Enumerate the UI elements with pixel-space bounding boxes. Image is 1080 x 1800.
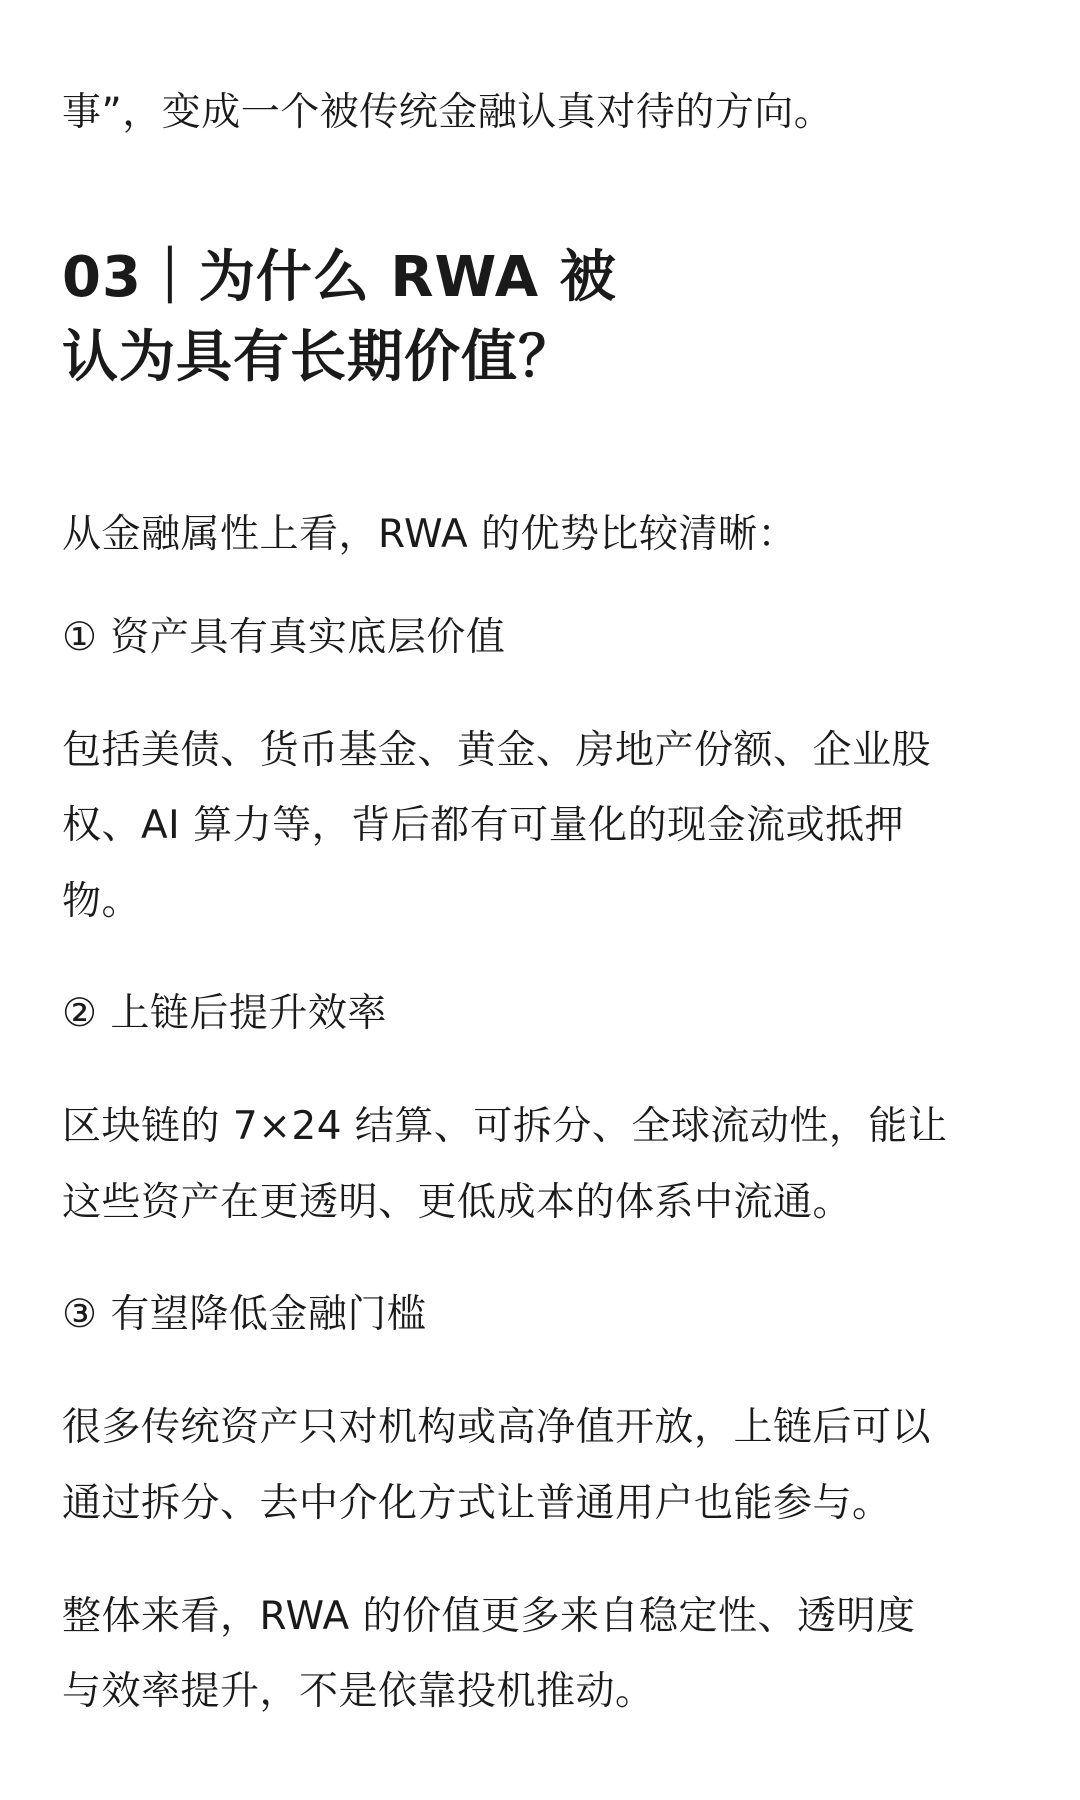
point-1-body-line-1: 包括美债、货币基金、黄金、房地产份额、企业股 — [62, 728, 932, 773]
conclusion-line-1: 整体来看，RWA 的价值更多来自稳定性、透明度 — [62, 1594, 916, 1639]
point-1-body-line-2: 权、AI 算力等，背后都有可量化的现金流或抵押 — [62, 803, 905, 848]
point-2-body-line-1: 区块链的 7×24 结算、可拆分、全球流动性，能让 — [62, 1104, 948, 1149]
point-1-body-line-3: 物。 — [62, 879, 142, 924]
point-3-body-line-2: 通过拆分、去中介化方式让普通用户也能参与。 — [62, 1481, 892, 1526]
point-1-title: ① 资产具有真实底层价值 — [62, 615, 506, 660]
section-heading-line-2: 认为具有长期价值？ — [62, 325, 575, 390]
conclusion-line-2: 与效率提升，不是依靠投机推动。 — [62, 1669, 655, 1714]
section-heading-line-1: 03｜为什么 RWA 被 — [62, 245, 617, 310]
point-2-body-line-2: 这些资产在更透明、更低成本的体系中流通。 — [62, 1180, 853, 1225]
intro-text: 事”，变成一个被传统金融认真对待的方向。 — [62, 90, 834, 135]
point-3-body-line-1: 很多传统资产只对机构或高净值开放，上链后可以 — [62, 1405, 932, 1450]
lead-text: 从金融属性上看，RWA 的优势比较清晰： — [62, 512, 798, 557]
point-2-title: ② 上链后提升效率 — [62, 991, 387, 1036]
point-3-title: ③ 有望降低金融门槛 — [62, 1292, 427, 1337]
